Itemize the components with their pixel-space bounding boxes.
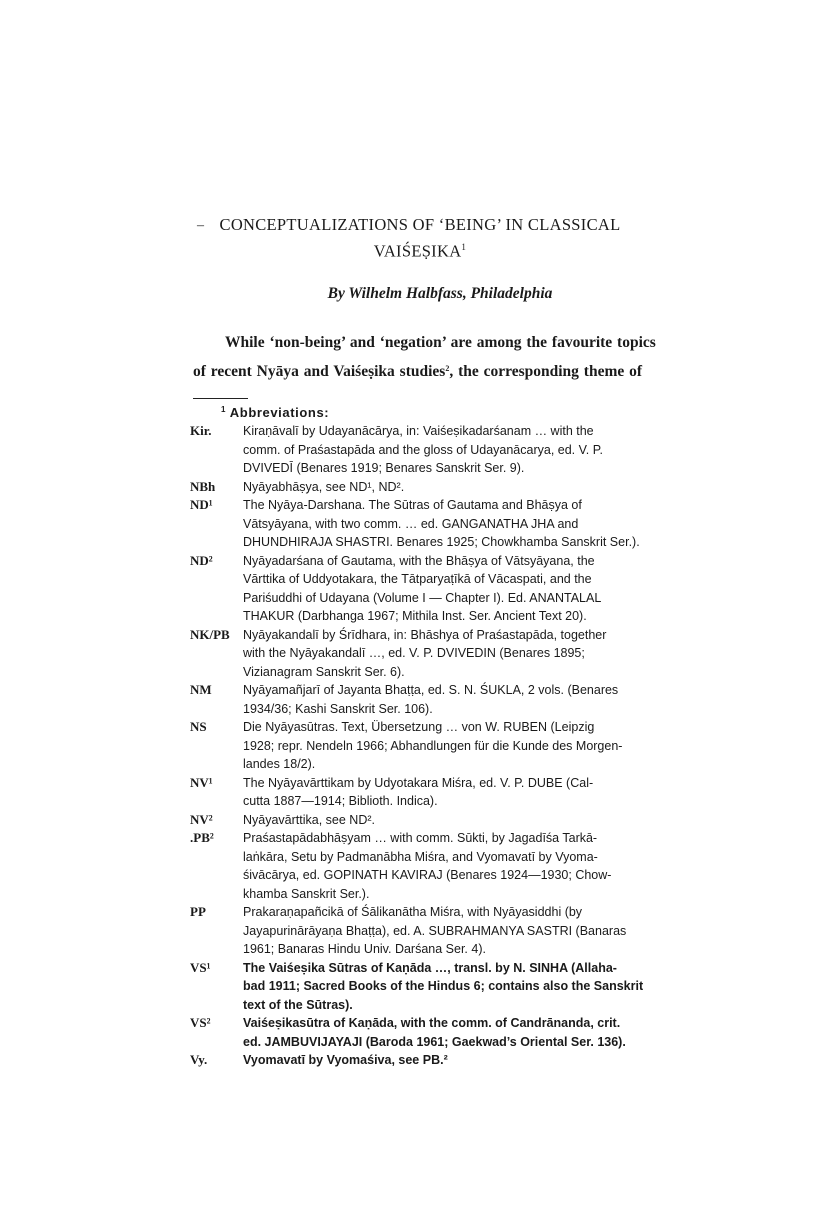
abbreviation-entry (190, 959, 690, 1015)
description-line: Praśastapādabhāṣyam … with comm. Sūkti, by Jagadīśa Tarkā- (243, 831, 598, 845)
abbreviation-description (243, 718, 690, 774)
body-text-line-2 (193, 356, 681, 385)
abbreviation-code: NV² (190, 811, 213, 827)
article-title-line-2 (160, 236, 680, 263)
abbreviation-code: NV¹ (190, 774, 213, 790)
description-line: Vyomavatī by Vyomaśiva, see PB.² (243, 1053, 448, 1067)
abbreviation-description (243, 829, 690, 903)
title-word: VAIŚEṢIKA (373, 241, 462, 261)
abbreviation-code: NS (190, 719, 207, 734)
abbreviation-entry (190, 496, 690, 552)
description-line: landes 18/2). (243, 757, 316, 771)
description-line: khamba Sanskrit Ser.). (243, 886, 370, 901)
abbreviation-code: VS² (190, 1015, 211, 1030)
description-line: The Nyāya-Darshana. The Sūtras of Gautama and Bhāṣya of (243, 498, 582, 512)
description-line: cutta 1887—1914; Biblioth. Indica). (243, 794, 438, 808)
description-line: ed. JAMBUVIJAYAJI (Baroda 1961; Gaekwad’s Oriental Ser. 136). (243, 1034, 626, 1049)
description-line: 1928; repr. Nendeln 1966; Abhandlungen für die Kunde des Morgen- (243, 738, 623, 753)
body-footnote-ref: 2 (445, 364, 450, 373)
abbreviation-code: Kir. (190, 423, 212, 438)
abbreviation-code: NBh (190, 478, 216, 494)
description-line: Prakaraṇapañcikā of Śālikanātha Miśra, with Nyāyasiddhi (by (243, 905, 583, 919)
abbreviation-code: PP (190, 904, 206, 919)
footnote-number: 1 (221, 405, 227, 414)
description-line: THAKUR (Darbhanga 1967; Mithila Inst. Ser. Ancient Text 20). (243, 609, 587, 623)
title-footnote-ref: 1 (461, 242, 467, 252)
abbreviation-code: ND² (190, 552, 213, 568)
description-line: DVIVEDĪ (Benares 1919; Benares Sanskrit Ser. 9). (243, 461, 525, 475)
description-line: Nyāyadarśana of Gautama, with the Bhāṣya of Vātsyāyana, the (243, 553, 595, 568)
description-line: The Nyāyavārttikam by Udyotakara Miśra, ed. V. P. DUBE (Cal- (243, 775, 594, 790)
abbreviation-description (243, 552, 690, 626)
abbreviation-code: NK/PB (190, 626, 230, 642)
description-line: Vātsyāyana, with two comm. … ed. GANGANATHA JHA and (243, 516, 579, 531)
article-title-line-1: CONCEPTUALIZATIONS OF ‘BEING’ IN CLASSICAL (219, 215, 621, 234)
description-line: Vārttika of Uddyotakara, the Tātparyaṭīkā of Vācaspati, and the (243, 572, 592, 586)
abbreviation-code: ND¹ (190, 497, 213, 512)
description-line: Nyāyakandalī by Śrīdhara, in: Bhāshya of Praśastapāda, together (243, 627, 607, 642)
abbreviation-entry (190, 552, 690, 626)
abbreviation-code: .PB² (190, 830, 214, 845)
description-line: 1961; Banaras Hindu Univ. Darśana Ser. 4). (243, 942, 486, 956)
abbreviation-code: NM (190, 682, 212, 697)
abbreviation-description (243, 626, 690, 682)
author-line: By Wilhelm Halbfass, Philadelphia (327, 285, 553, 302)
footnote-divider (193, 398, 248, 399)
abbreviation-description (243, 422, 690, 478)
abbreviation-list (190, 422, 690, 1070)
abbreviation-entry (190, 718, 690, 774)
abbreviation-code: Vy. (190, 1052, 208, 1067)
abbreviation-description (243, 478, 690, 497)
abbreviation-entry (190, 1051, 690, 1070)
description-line: Jayapurinārāyaṇa Bhaṭṭa), ed. A. SUBRAHMANYA SASTRI (Banaras (243, 923, 627, 938)
abbreviation-description (243, 1051, 690, 1070)
abbreviation-description (243, 903, 690, 959)
description-line: laṅkāra, Setu by Padmanābha Miśra, and Vyomavatī by Vyoma- (243, 849, 598, 864)
description-line: The Vaiśeṣika Sūtras of Kaṇāda …, transl. by N. SINHA (Allaha- (243, 960, 617, 975)
abbreviation-description (243, 681, 690, 718)
description-line: bad 1911; Sacred Books of the Hindus 6; contains also the Sanskrit (243, 979, 644, 993)
abbreviation-description (243, 959, 690, 1015)
abbreviation-code: VS¹ (190, 959, 211, 975)
abbreviation-description (243, 811, 690, 830)
footnote-heading (221, 405, 329, 420)
description-line: Kiraṇāvalī by Udayanācārya, in: Vaiśeṣikadarśanam … with the (243, 424, 594, 438)
description-line: with the Nyāyakandalī …, ed. V. P. DVIVEDIN (Benares 1895; (243, 646, 585, 660)
abbreviation-description (243, 1014, 690, 1051)
description-line: śivācārya, ed. GOPINATH KAVIRAJ (Benares 1924—1930; Chow- (243, 868, 612, 882)
abbreviation-entry (190, 903, 690, 959)
abbreviation-entry (190, 681, 690, 718)
description-line: Die Nyāyasūtras. Text, Übersetzung … von W. RUBEN (Leipzig (243, 720, 595, 734)
abbreviation-entry (190, 811, 690, 830)
abbreviation-entry (190, 1014, 690, 1051)
abbreviation-entry (190, 626, 690, 682)
description-line: Pariśuddhi of Udayana (Volume I — Chapter I). Ed. ANANTALAL (243, 590, 602, 605)
body-text-post: , the corresponding theme of (449, 363, 643, 380)
footnote-heading-text: Abbreviations: (226, 405, 330, 420)
abbreviation-entry (190, 478, 690, 497)
description-line: Nyāyabhāṣya, see ND¹, ND². (243, 479, 405, 494)
abbreviation-description (243, 496, 690, 552)
description-line: Nyāyamañjarī of Jayanta Bhaṭṭa, ed. S. N. ŚUKLA, 2 vols. (Benares (243, 683, 619, 697)
description-line: comm. of Praśastapāda and the gloss of Udayanācarya, ed. V. P. (243, 442, 603, 457)
abbreviation-entry (190, 774, 690, 811)
description-line: text of the Sūtras). (243, 997, 353, 1012)
description-line: Vaiśeṣikasūtra of Kaṇāda, with the comm. of Candrānanda, crit. (243, 1016, 621, 1030)
description-line: Nyāyavārttika, see ND². (243, 812, 375, 827)
description-line: Vizianagram Sanskrit Ser. 6). (243, 664, 405, 679)
abbreviation-entry (190, 829, 690, 903)
description-line: DHUNDHIRAJA SHASTRI. Benares 1925; Chowkhamba Sanskrit Ser.). (243, 535, 640, 549)
body-text-line-1: While ‘non-being’ and ‘negation’ are among the favourite topics (225, 334, 656, 351)
description-line: 1934/36; Kashi Sanskrit Ser. 106). (243, 701, 433, 716)
pencil-mark: – (197, 218, 204, 233)
abbreviation-description (243, 774, 690, 811)
body-text-pre: of recent Nyāya and Vaiśeṣika studies (193, 363, 446, 380)
abbreviation-entry (190, 422, 690, 478)
